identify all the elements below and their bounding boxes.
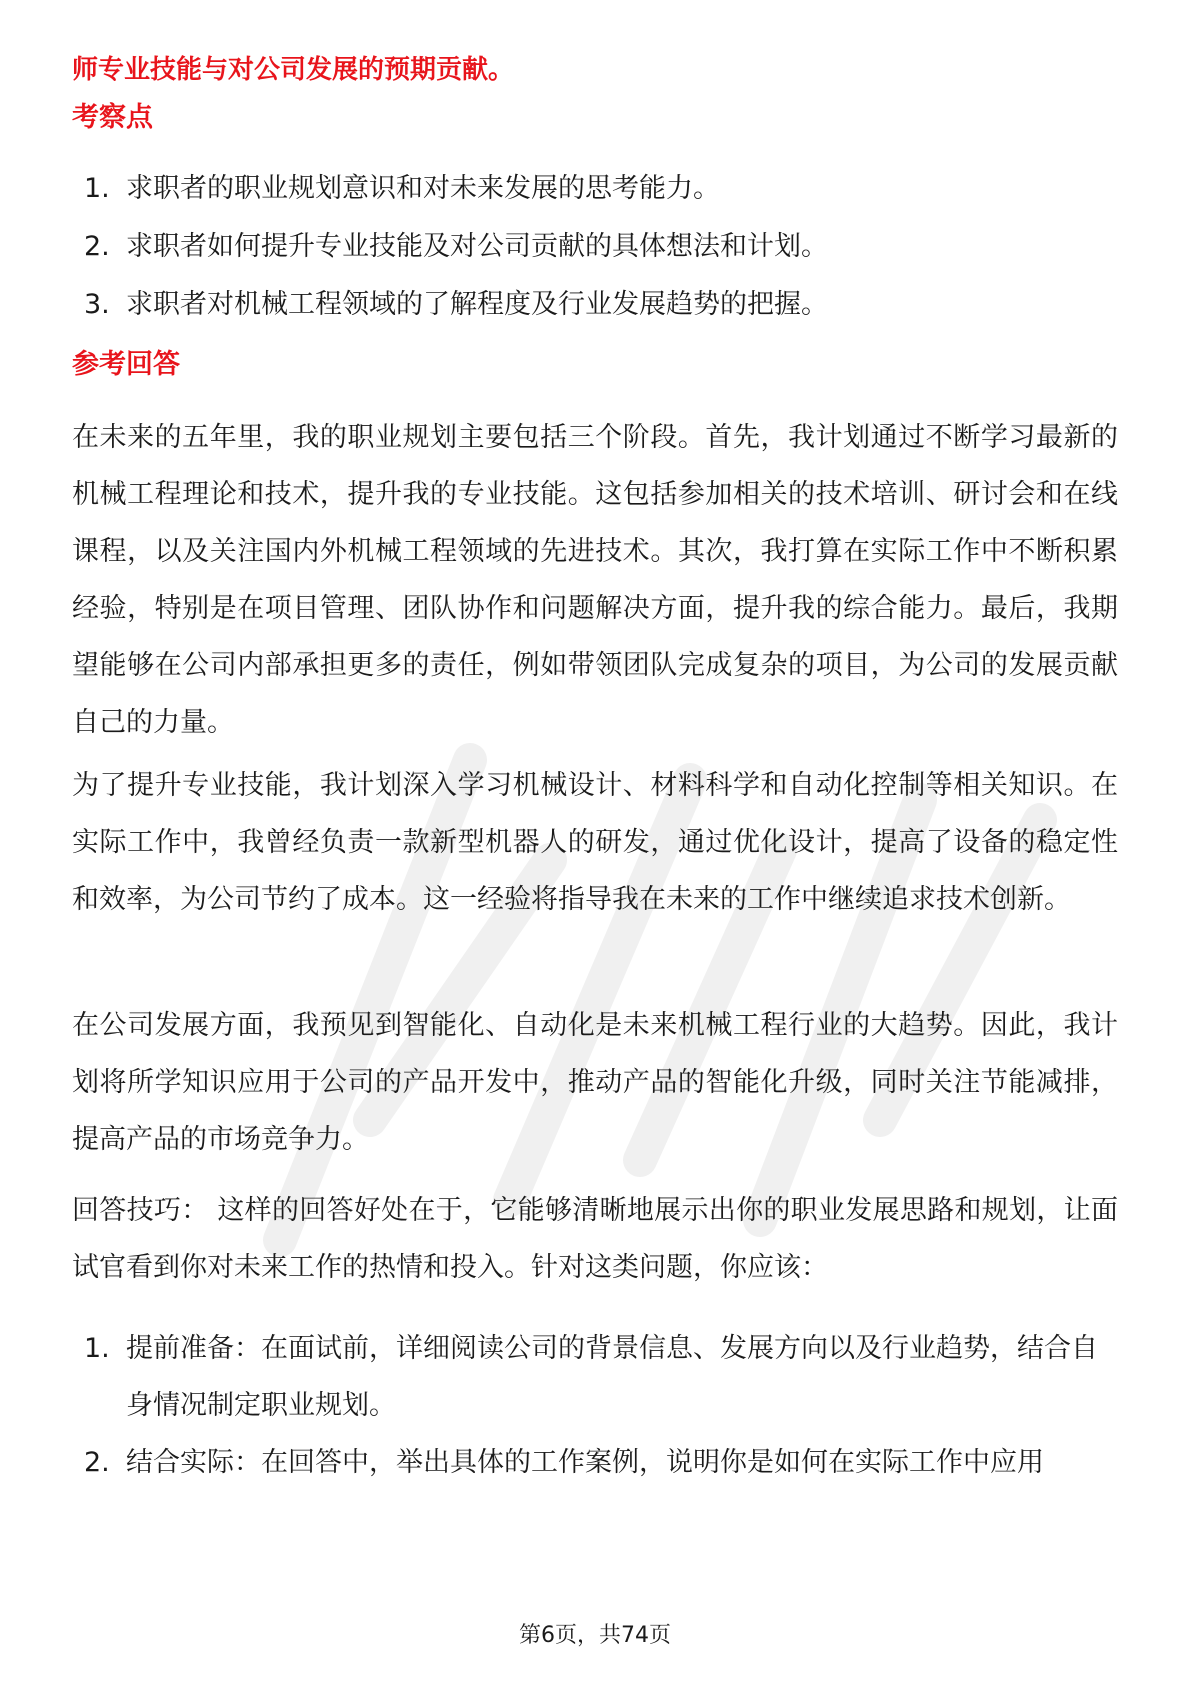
list-item-text: 结合实际：在回答中，举出具体的工作案例，说明你是如何在实际工作中应用 [126, 1447, 1044, 1478]
observe-points-list [72, 160, 1118, 334]
list-item [72, 1320, 1118, 1434]
list-item-text: 求职者的职业规划意识和对未来发展的思考能力。 [126, 173, 720, 204]
list-item [72, 276, 1118, 334]
reference-answer-heading: 参考回答 [72, 349, 180, 380]
list-item [72, 160, 1118, 218]
list-item [72, 1434, 1118, 1491]
answer-paragraph: 为了提升专业技能，我计划深入学习机械设计、材料科学和自动化控制等相关知识。在实际工作中，我曾经负责一款新型机器人的研发，通过优化设计，提高了设备的稳定性和效率，为公司节约了成本。这一经验将指导我在未来的工作中继续追求技术创新。 [72, 770, 1118, 915]
list-number: 3. [84, 289, 110, 320]
page-number-footer: 第6页，共74页 [519, 1623, 671, 1648]
continued-question-title: 师专业技能与对公司发展的预期贡献。 [72, 55, 515, 85]
list-item-text: 求职者如何提升专业技能及对公司贡献的具体想法和计划。 [126, 231, 828, 262]
list-number: 2. [84, 1447, 110, 1478]
list-item [72, 218, 1118, 276]
answer-paragraph: 在未来的五年里，我的职业规划主要包括三个阶段。首先，我计划通过不断学习最新的机械工程理论和技术，提升我的专业技能。这包括参加相关的技术培训、研讨会和在线课程，以及关注国内外机械工程领域的先进技术。其次，我打算在实际工作中不断积累经验，特别是在项目管理、团队协作和问题解决方面，提升我的综合能力。最后，我期望能够在公司内部承担更多的责任，例如带领团队完成复杂的项目，为公司的发展贡献自己的力量。 [72, 422, 1118, 738]
list-number: 1. [84, 1333, 110, 1364]
answer-paragraph: 在公司发展方面，我预见到智能化、自动化是未来机械工程行业的大趋势。因此，我计划将所学知识应用于公司的产品开发中，推动产品的智能化升级，同时关注节能减排，提高产品的市场竞争力。 [72, 1010, 1118, 1155]
answer-tips-intro: 回答技巧： 这样的回答好处在于，它能够清晰地展示出你的职业发展思路和规划，让面试官看到你对未来工作的热情和投入。针对这类问题，你应该： [72, 1195, 1118, 1283]
observe-points-heading: 考察点 [72, 102, 153, 133]
list-item-text: 提前准备：在面试前，详细阅读公司的背景信息、发展方向以及行业趋势，结合自身情况制定职业规划。 [126, 1333, 1098, 1421]
list-item-text: 求职者对机械工程领域的了解程度及行业发展趋势的把握。 [126, 289, 828, 320]
list-number: 1. [84, 173, 110, 204]
list-number: 2. [84, 231, 110, 262]
tips-list [72, 1320, 1118, 1491]
